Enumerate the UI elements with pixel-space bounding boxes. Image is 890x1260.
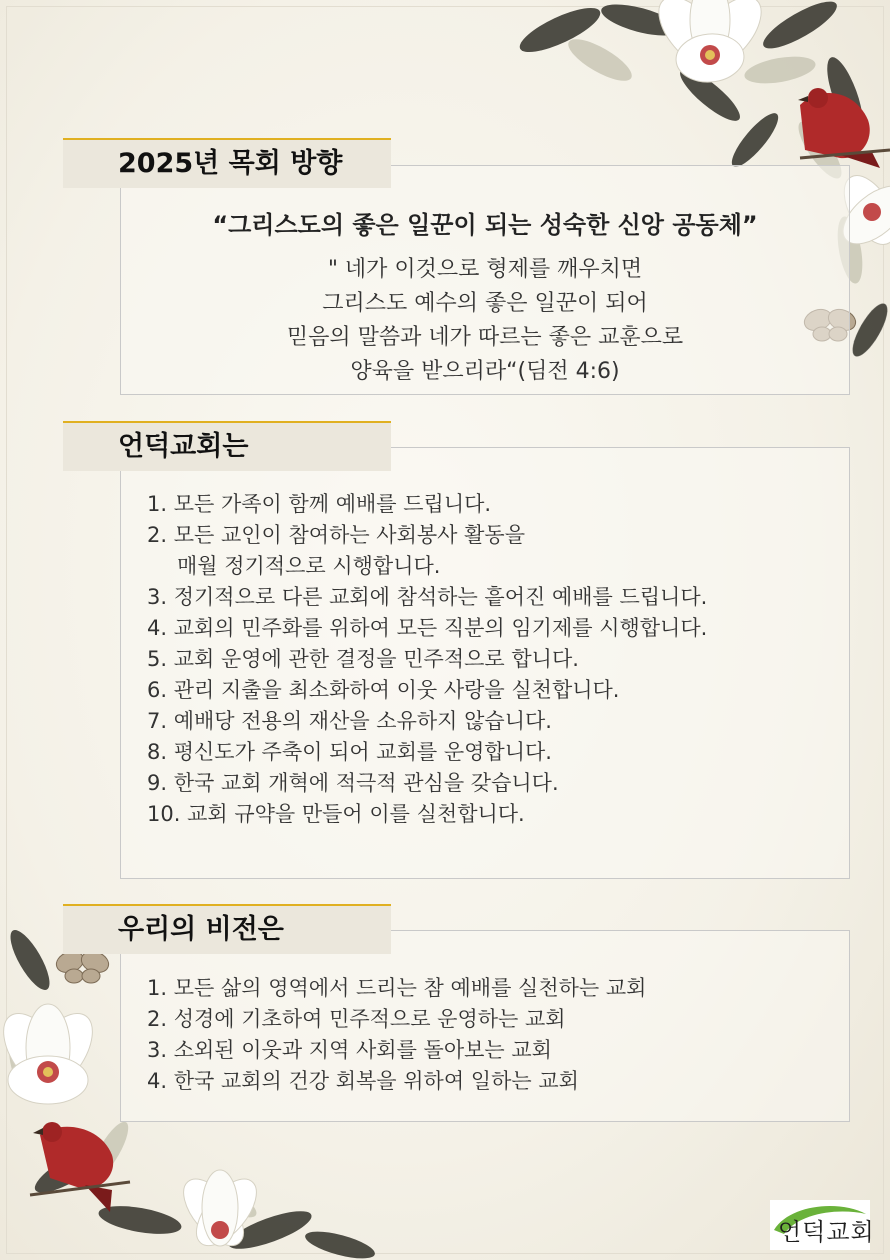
list-item: 9. 한국 교회 개혁에 적극적 관심을 갖습니다. bbox=[147, 771, 559, 795]
motto-title: “그리스도의 좋은 일꾼이 되는 성숙한 신앙 공동체” bbox=[212, 211, 758, 239]
list-item: 매월 정기적으로 시행합니다. bbox=[177, 554, 441, 578]
list-item: 2. 성경에 기초하여 민주적으로 운영하는 교회 bbox=[147, 1007, 566, 1031]
list-item: 6. 관리 지출을 최소화하여 이웃 사랑을 실천합니다. bbox=[147, 678, 620, 702]
verse-line: 그리스도 예수의 좋은 일꾼이 되어 bbox=[322, 291, 648, 316]
list-item: 2. 모든 교인이 참여하는 사회봉사 활동을 bbox=[147, 523, 525, 547]
section-heading: 우리의 비전은 bbox=[63, 904, 391, 954]
list-item: 1. 모든 삶의 영역에서 드리는 참 예배를 실천하는 교회 bbox=[147, 976, 647, 1000]
list-item: 1. 모든 가족이 함께 예배를 드립니다. bbox=[147, 492, 492, 516]
list-item: 4. 한국 교회의 건강 회복을 위하여 일하는 교회 bbox=[147, 1069, 579, 1093]
vision-list bbox=[147, 973, 646, 1097]
verse-line: 양육을 받으리라“(딤전 4:6) bbox=[350, 359, 620, 384]
list-item: 7. 예배당 전용의 재산을 소유하지 않습니다. bbox=[147, 709, 552, 733]
section-heading: 언덕교회는 bbox=[63, 421, 391, 471]
list-item: 10. 교회 규약을 만들어 이를 실천합니다. bbox=[147, 802, 525, 826]
list-item: 5. 교회 운영에 관한 결정을 민주적으로 합니다. bbox=[147, 647, 579, 671]
list-item: 8. 평신도가 주축이 되어 교회를 운영합니다. bbox=[147, 740, 552, 764]
verse-line: " 네가 이것으로 형제를 깨우치면 bbox=[327, 257, 643, 282]
list-item: 3. 소외된 이웃과 지역 사회를 돌아보는 교회 bbox=[147, 1038, 552, 1062]
verse-line: 믿음의 말씀과 네가 따르는 좋은 교훈으로 bbox=[286, 325, 684, 350]
red-bird-icon bbox=[798, 88, 890, 168]
section-heading: 2025년 목회 방향 bbox=[63, 138, 391, 188]
list-item: 3. 정기적으로 다른 교회에 참석하는 흩어진 예배를 드립니다. bbox=[147, 585, 708, 609]
logo-text: 언덕교회 bbox=[778, 1218, 875, 1246]
list-item: 4. 교회의 민주화를 위하여 모든 직분의 임기제를 시행합니다. bbox=[147, 616, 708, 640]
principles-list bbox=[147, 489, 707, 830]
magnolia-flower-icon bbox=[0, 1002, 106, 1105]
